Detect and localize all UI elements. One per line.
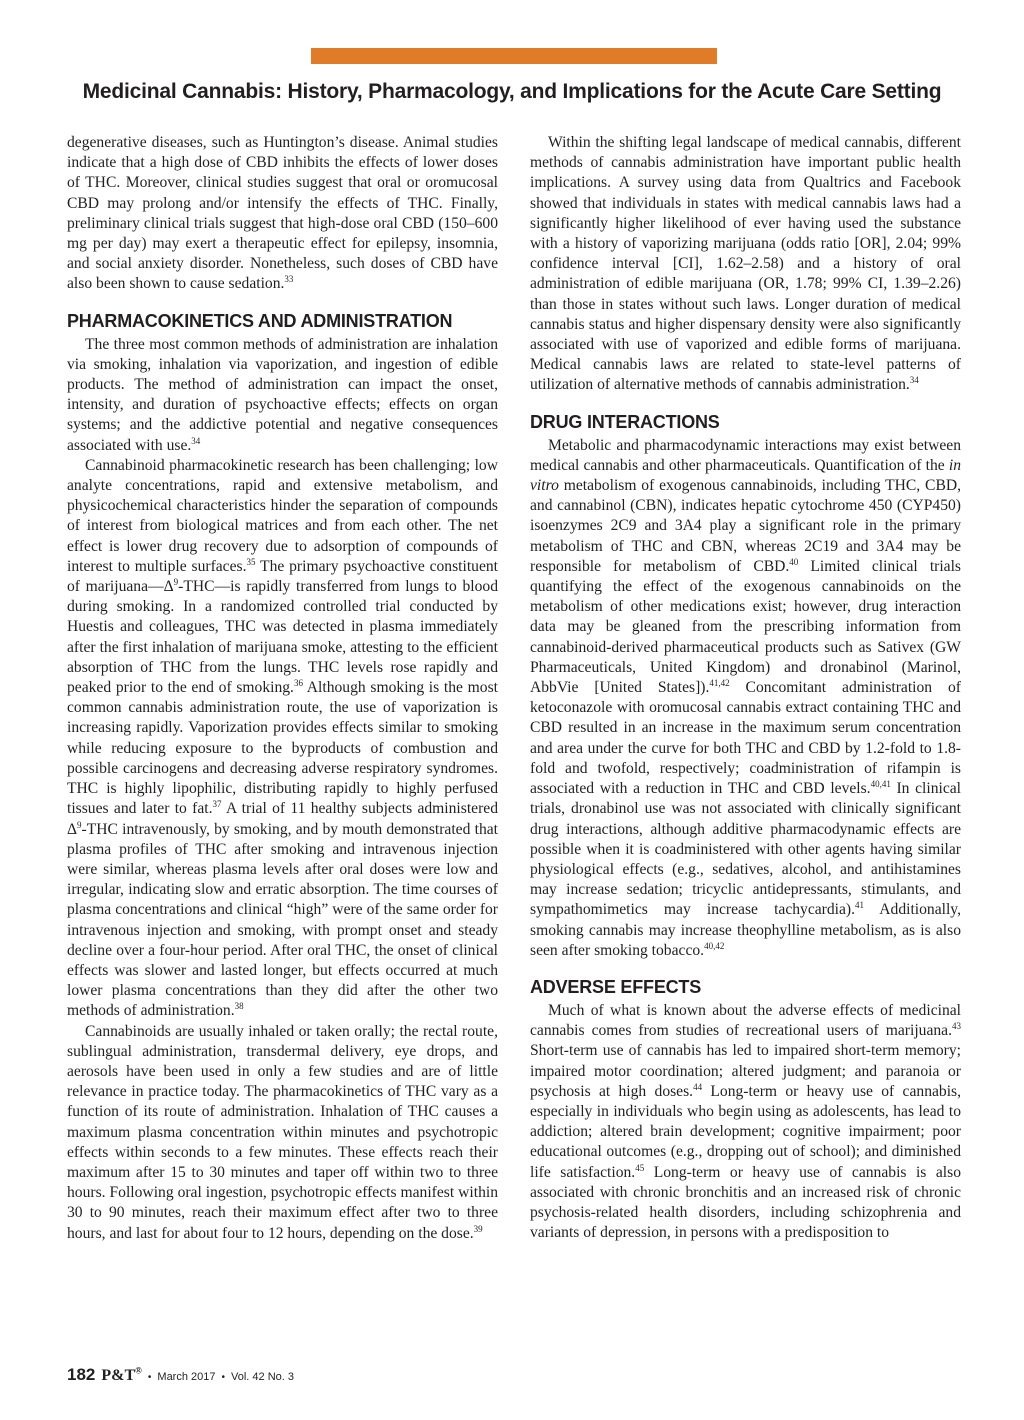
citation: 34 [909,375,919,386]
citation: 39 [473,1223,483,1234]
running-title: Medicinal Cannabis: History, Pharmacology, and Implications for the Acute Care Setting [82,80,942,103]
left-column [67,133,498,1244]
citation: 40,41 [870,778,891,789]
citation: 37 [212,799,222,810]
citation: 43 [952,1020,961,1031]
italic-term: in vitro [530,456,961,495]
citation: 38 [234,1001,244,1012]
citation: 34 [191,435,201,446]
paragraph: Metabolic and pharmacodynamic interactions may exist between medical cannabis and other pharmaceuticals. Quantification of the in vitro metabolism of exogenous cannabinoids, including THC, CBD, and cannabinol (CBN), indicates hepatic cytochrome 450 (CYP450) isoenzymes 2C9 and 3A4 play a significant role in the primary metabolism of THC and CBN, whereas 2C19 and 3A4 may be responsible for metabolism of CBD.$^{40}$ Limited clinical trials quantifying the effect of the exogenous cannabinoids on the metabolism of other medications exist; however, drug interaction data may be gleaned from the prescribing information from cannabinoid-derived pharmaceutical products such as Sativex (GW Pharmaceuticals, United Kingdom) and dronabinol (Marinol, AbbVie [United States]).$^{41,42}$ Concomitant administration of ketoconazole with oromucosal cannabis extract containing THC and CBD resulted in an increase in the maximum serum concentration and area under the curve for both THC and CBD by 1.2-fold to 1.8-fold and twofold, respectively; coadministration of rifampin is associated with a reduction in THC and CBD levels.$^{40,41}$ In clinical trials, dronabinol use was not associated with clinically significant drug interactions, although additive pharmacodynamic effects are possible when it is coadministered with other agents having similar physiological effects (e.g., sedatives, alcohol, and antihistamines may increase sedation; tricyclic antidepressants, stimulants, and sympathomimetics may increase tachycardia).$^{41}$ Additionally, smoking cannabis may increase theophylline metabolism, as is also seen after smoking tobacco.$^{40,42}$ [530,436,961,959]
paragraph: Much of what is known about the adverse effects of medicinal cannabis comes from studies of recreational users of marijuana.$^{43}$ Short-term use of cannabis has led to impaired short-term memory; impaired motor coordination; altered judgment; and paranoia or psychosis at high doses.$^{44}$ Long-term or heavy use of cannabis, especially in individuals who begin using as adolescents, has lead to addiction; altered brain development; cognitive impairment; poor educational outcomes (e.g., dropping out of school); and diminished life satisfaction.$^{45}$ Long-term or heavy use of cannabis is also associated with chronic bronchitis and an increased risk of chronic psychosis-related health disorders, including schizophrenia and variants of depression, in persons with a predisposition to [530,1001,962,1242]
volume-issue: Vol. 42 No. 3 [231,1371,295,1383]
paragraph: Cannabinoids are usually inhaled or taken orally; the rectal route, sublingual administration, transdermal delivery, eye drops, and aerosols have been used in only a few studies and are of little relevance in practice today. The pharmacokinetics of THC vary as a function of its route of administration. Inhalation of THC causes a maximum plasma concentration within minutes and psychotropic effects within seconds to a few minutes. These effects reach their maximum after 15 to 30 minutes and taper off within two to three hours. Following oral ingestion, psychotropic effects manifest within 30 to 90 minutes, reach their maximum effect after two to three hours, and last for about four to 12 hours, depending on the dose.$^{39}$ [67,1022,498,1242]
paragraph: The three most common methods of administration are inhalation via smoking, inhalation via vaporization, and ingestion of edible products. The method of administration can impact the onset, intensity, and duration of psychoactive effects; effects on organ systems; and the addictive potential and negative consequences associated with use.$^{34}$ [67,335,498,454]
citation: 41,42 [709,677,730,688]
issue-date: March 2017 [157,1371,216,1383]
superscript: 9 [173,576,179,587]
right-column [530,133,961,1243]
paragraph: degenerative diseases, such as Huntington’s disease. Animal studies indicate that a high dose of CBD inhibits the effects of lower doses of THC. Moreover, clinical studies suggest that oral or oromucosal CBD may prolong and/or intensify the effects of THC. Finally, preliminary clinical trials suggest that high-dose oral CBD (150–600 mg per day) may exert a therapeutic effect for epilepsy, insomnia, and social anxiety disorder. Nonetheless, such doses of CBD have also been shown to cause sedation.$^{33}$ [67,134,498,293]
superscript: 9 [77,819,82,830]
citation: 40 [789,556,799,567]
separator: • [147,1372,152,1383]
paragraph: Cannabinoid pharmacokinetic research has been challenging; low analyte concentrations, rapid and extensive metabolism, and physicochemical characteristics hinder the separation of compounds of interest from biological matrices and from each other. The net effect is lower drug recovery due to adsorption of compounds of interest to multiple surfaces.$^{35}$ The primary psychoactive constituent of $marijuana—\Delta^9-THC—is$ rapidly transferred from lungs to blood during smoking. In a randomized controlled trial conducted by Huestis and colleagues, THC was detected in plasma immediately after the first inhalation of marijuana smoke, attesting to the efficient absorption of THC from the lungs. THC levels rose rapidly and peaked prior to the end of smoking.$^{36}$ Although smoking is the most common cannabis administration route, the use of vaporization is increasing rapidly. Vaporization provides effects similar to smoking while reducing exposure to the byproducts of combustion and possible carcinogens and decreasing adverse respiratory syndromes. THC is highly lipophilic, distributing rapidly to highly perfused tissues and later to fat.$^{37}$ A trial of 11 healthy subjects administered $\Delta^9$-THC intravenously, by smoking, and by mouth demonstrated that plasma profiles of THC after smoking and intravenous injection were similar, whereas plasma levels after oral doses were low and irregular, indicating slow and erratic absorption. The time courses of plasma concentrations and clinical “high” were of the same order for intravenous injection and smoking, with prompt onset and steady decline over a four-hour period. After oral THC, the onset of clinical effects was slower and lasted longer, but effects occurred at much lower plasma concentrations than they did after the other two methods of administration.$^{38}$ [67,456,499,1020]
citation: 36 [293,677,303,688]
page-number: 182 [67,1365,96,1384]
citation: 35 [246,556,256,567]
page-footer [67,1365,294,1385]
section-heading-drug-interactions: DRUG INTERACTIONS [530,411,720,432]
paragraph: Within the shifting legal landscape of medical cannabis, different methods of cannabis administration have important public health implications. A survey using data from Qualtrics and Facebook showed that individuals in states with medical cannabis laws had a significantly higher likelihood of ever having used the substance with a history of vaporizing marijuana (odds ratio [OR], 2.04; 99% confidence interval [CI], 1.62–2.58) and a history of oral administration of edible marijuana (OR, 1.78; 99% CI, 1.39–2.26) than those in states without such laws. Longer duration of medical cannabis status and higher dispensary density were also significantly associated with use of vaporized and edible forms of marijuana. Medical cannabis laws are related to state-level patterns of utilization of alternative methods of cannabis administration.$^{34}$ [530,134,961,394]
citation: 33 [284,274,294,285]
separator: • [221,1372,226,1383]
citation: 41 [855,900,865,911]
header-accent-bar [311,48,717,64]
journal-name: P&T® [101,1365,142,1384]
citation: 45 [635,1162,645,1173]
citation: 44 [693,1081,703,1092]
section-heading-pharmacokinetics: PHARMACOKINETICS AND ADMINISTRATION [67,310,453,331]
section-heading-adverse-effects: ADVERSE EFFECTS [530,976,702,997]
citation: 40,42 [704,940,725,951]
